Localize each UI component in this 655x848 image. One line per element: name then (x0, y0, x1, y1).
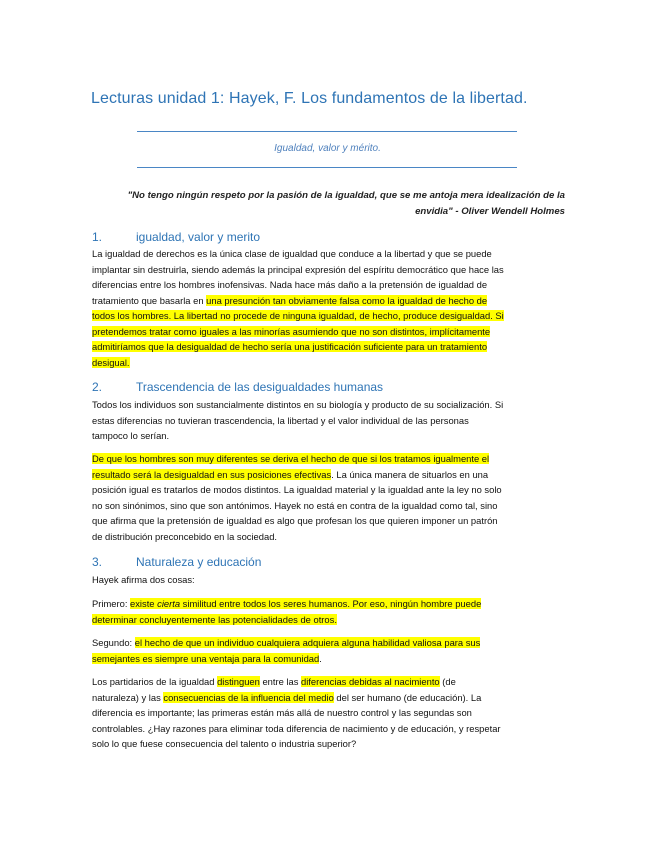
section-heading-2 (92, 380, 383, 394)
text-line (92, 596, 566, 612)
text-line: no son sinónimos, sino que son antónimos. Hayek no está en contra de la igualdad como tal, sino (92, 499, 498, 511)
bottom-divider (137, 167, 517, 168)
section-title: igualdad, valor y merito (136, 230, 261, 244)
paragraph-5 (92, 596, 566, 627)
text-run: Los partidarios de la igualdad (92, 676, 218, 687)
text-run: Segundo: (92, 637, 135, 648)
text-run: naturaleza) y las (92, 691, 164, 703)
highlight: admitiríamos que la desigualdad de hecho sería una justificación suficiente para un tratamiento (92, 341, 488, 352)
section-number: 3. (92, 555, 103, 569)
text-line: posición igual es tratarlos de modos distintos. La igualdad material y la igualdad ante la ley no solo (92, 484, 502, 495)
epigraph-quote (92, 188, 565, 220)
text-line (92, 451, 566, 467)
text-run: entre las (259, 676, 302, 687)
text-run: similitud entre todos los seres humanos. Por eso, ningún hombre puede (180, 598, 482, 609)
paragraph-1 (92, 246, 566, 370)
highlight: una presunción tan obviamente falsa como la igualdad de hecho de (206, 294, 488, 306)
section-heading-3 (92, 555, 261, 569)
highlight: resultado será la desigualdad en sus posiciones efectivas (92, 468, 332, 480)
paragraph-7 (92, 674, 566, 752)
text-line (92, 467, 566, 483)
paragraph-2 (92, 397, 566, 444)
text-line (92, 651, 566, 667)
highlight: todos los hombres. La libertad no procede de ninguna igualdad, de hecho, produce desigualdad. Si (92, 310, 504, 321)
text-line: estas diferencias no tuvieran trascendencia, la libertad y el valor individual de las personas (92, 414, 469, 426)
text-line (92, 635, 566, 651)
highlight: desigual. (92, 356, 130, 368)
text-line: que afirma que la pretensión de igualdad es algo que profesan los que quieren imponer un patrón (92, 515, 498, 526)
document-title: Lecturas unidad 1: Hayek, F. Los fundamentos de la libertad. (91, 90, 528, 107)
text-run: . La única manera de situarlos en una (331, 468, 489, 480)
text-line: tampoco lo serían. (92, 430, 170, 441)
text-line (92, 612, 566, 628)
highlight: diferencias debidas al nacimiento (301, 676, 440, 687)
highlight: consecuencias de la influencia del medio (163, 691, 334, 703)
text-line: solo lo que fuese consecuencia del talento o industria superior? (92, 738, 357, 749)
highlight: semejantes es siempre una ventaja para la comunidad (92, 652, 320, 664)
text-line (92, 690, 566, 706)
text-run: Primero: (92, 598, 131, 609)
highlight: pretendemos tratar como iguales a las minorías asumiendo que no son distintos, implícitamente (92, 325, 491, 337)
text-line: diferencia es importante; las primeras están más allá de nuestro control y las segundas son (92, 707, 472, 718)
paragraph-4 (92, 572, 566, 588)
text-line (92, 674, 566, 690)
section-title: Naturaleza y educación (136, 555, 262, 569)
section-heading-1 (92, 230, 260, 244)
text-line (92, 324, 566, 340)
paragraph-3 (92, 451, 566, 544)
highlight: determinar concluyentemente las potencialidades de otros. (92, 613, 337, 625)
text-line: implantar sin destruirla, siendo además la principal expresión del espíritu democrático que hace las (92, 263, 504, 275)
text-run: . (319, 652, 322, 664)
text-line (92, 355, 566, 371)
paragraph-6 (92, 635, 566, 666)
section-title: Trascendencia de las desigualdades humanas (136, 380, 384, 394)
text-run: (de (439, 676, 456, 687)
text-run: tratamiento que basarla en (92, 294, 207, 306)
text-line: Hayek afirma dos cosas: (92, 574, 195, 585)
section-number: 2. (92, 380, 103, 394)
text-line: controlables. ¿Hay razones para eliminar toda diferencia de nacimiento y de educación, y respetar (92, 722, 501, 734)
text-line: La igualdad de derechos es la única clase de igualdad que conduce a la libertad y que se puede (92, 248, 492, 259)
text-line (92, 293, 566, 309)
text-run: del ser humano (de educación). La (333, 691, 482, 703)
italic-run: cierta (157, 598, 181, 609)
text-line: de distribución preconcebido en la sociedad. (92, 530, 278, 542)
text-line (92, 308, 566, 324)
text-run: existe (130, 598, 158, 609)
highlight: distinguen (217, 676, 260, 687)
text-line (92, 339, 566, 355)
top-divider (137, 131, 517, 132)
highlight: el hecho de que un individuo cualquiera adquiera alguna habilidad valiosa para sus (134, 637, 481, 648)
highlight: De que los hombres son muy diferentes se deriva el hecho de que si los tratamos igualmente el (92, 453, 490, 464)
section-number: 1. (92, 230, 103, 244)
highlight (130, 598, 481, 609)
quote-line: envidia" - Oliver Wendell Holmes (415, 206, 565, 217)
quote-line: "No tengo ningún respeto por la pasión de la igualdad, que se me antoja mera idealización de la (127, 190, 565, 201)
text-line: diferencias entre los hombres inofensivas. Nada hace más daño a la pretensión de igualdad de (92, 279, 488, 290)
document-subtitle: Igualdad, valor y mérito. (274, 143, 381, 154)
text-line: Todos los individuos son sustancialmente distintos en su biología y producto de su socialización. Si (92, 399, 504, 410)
